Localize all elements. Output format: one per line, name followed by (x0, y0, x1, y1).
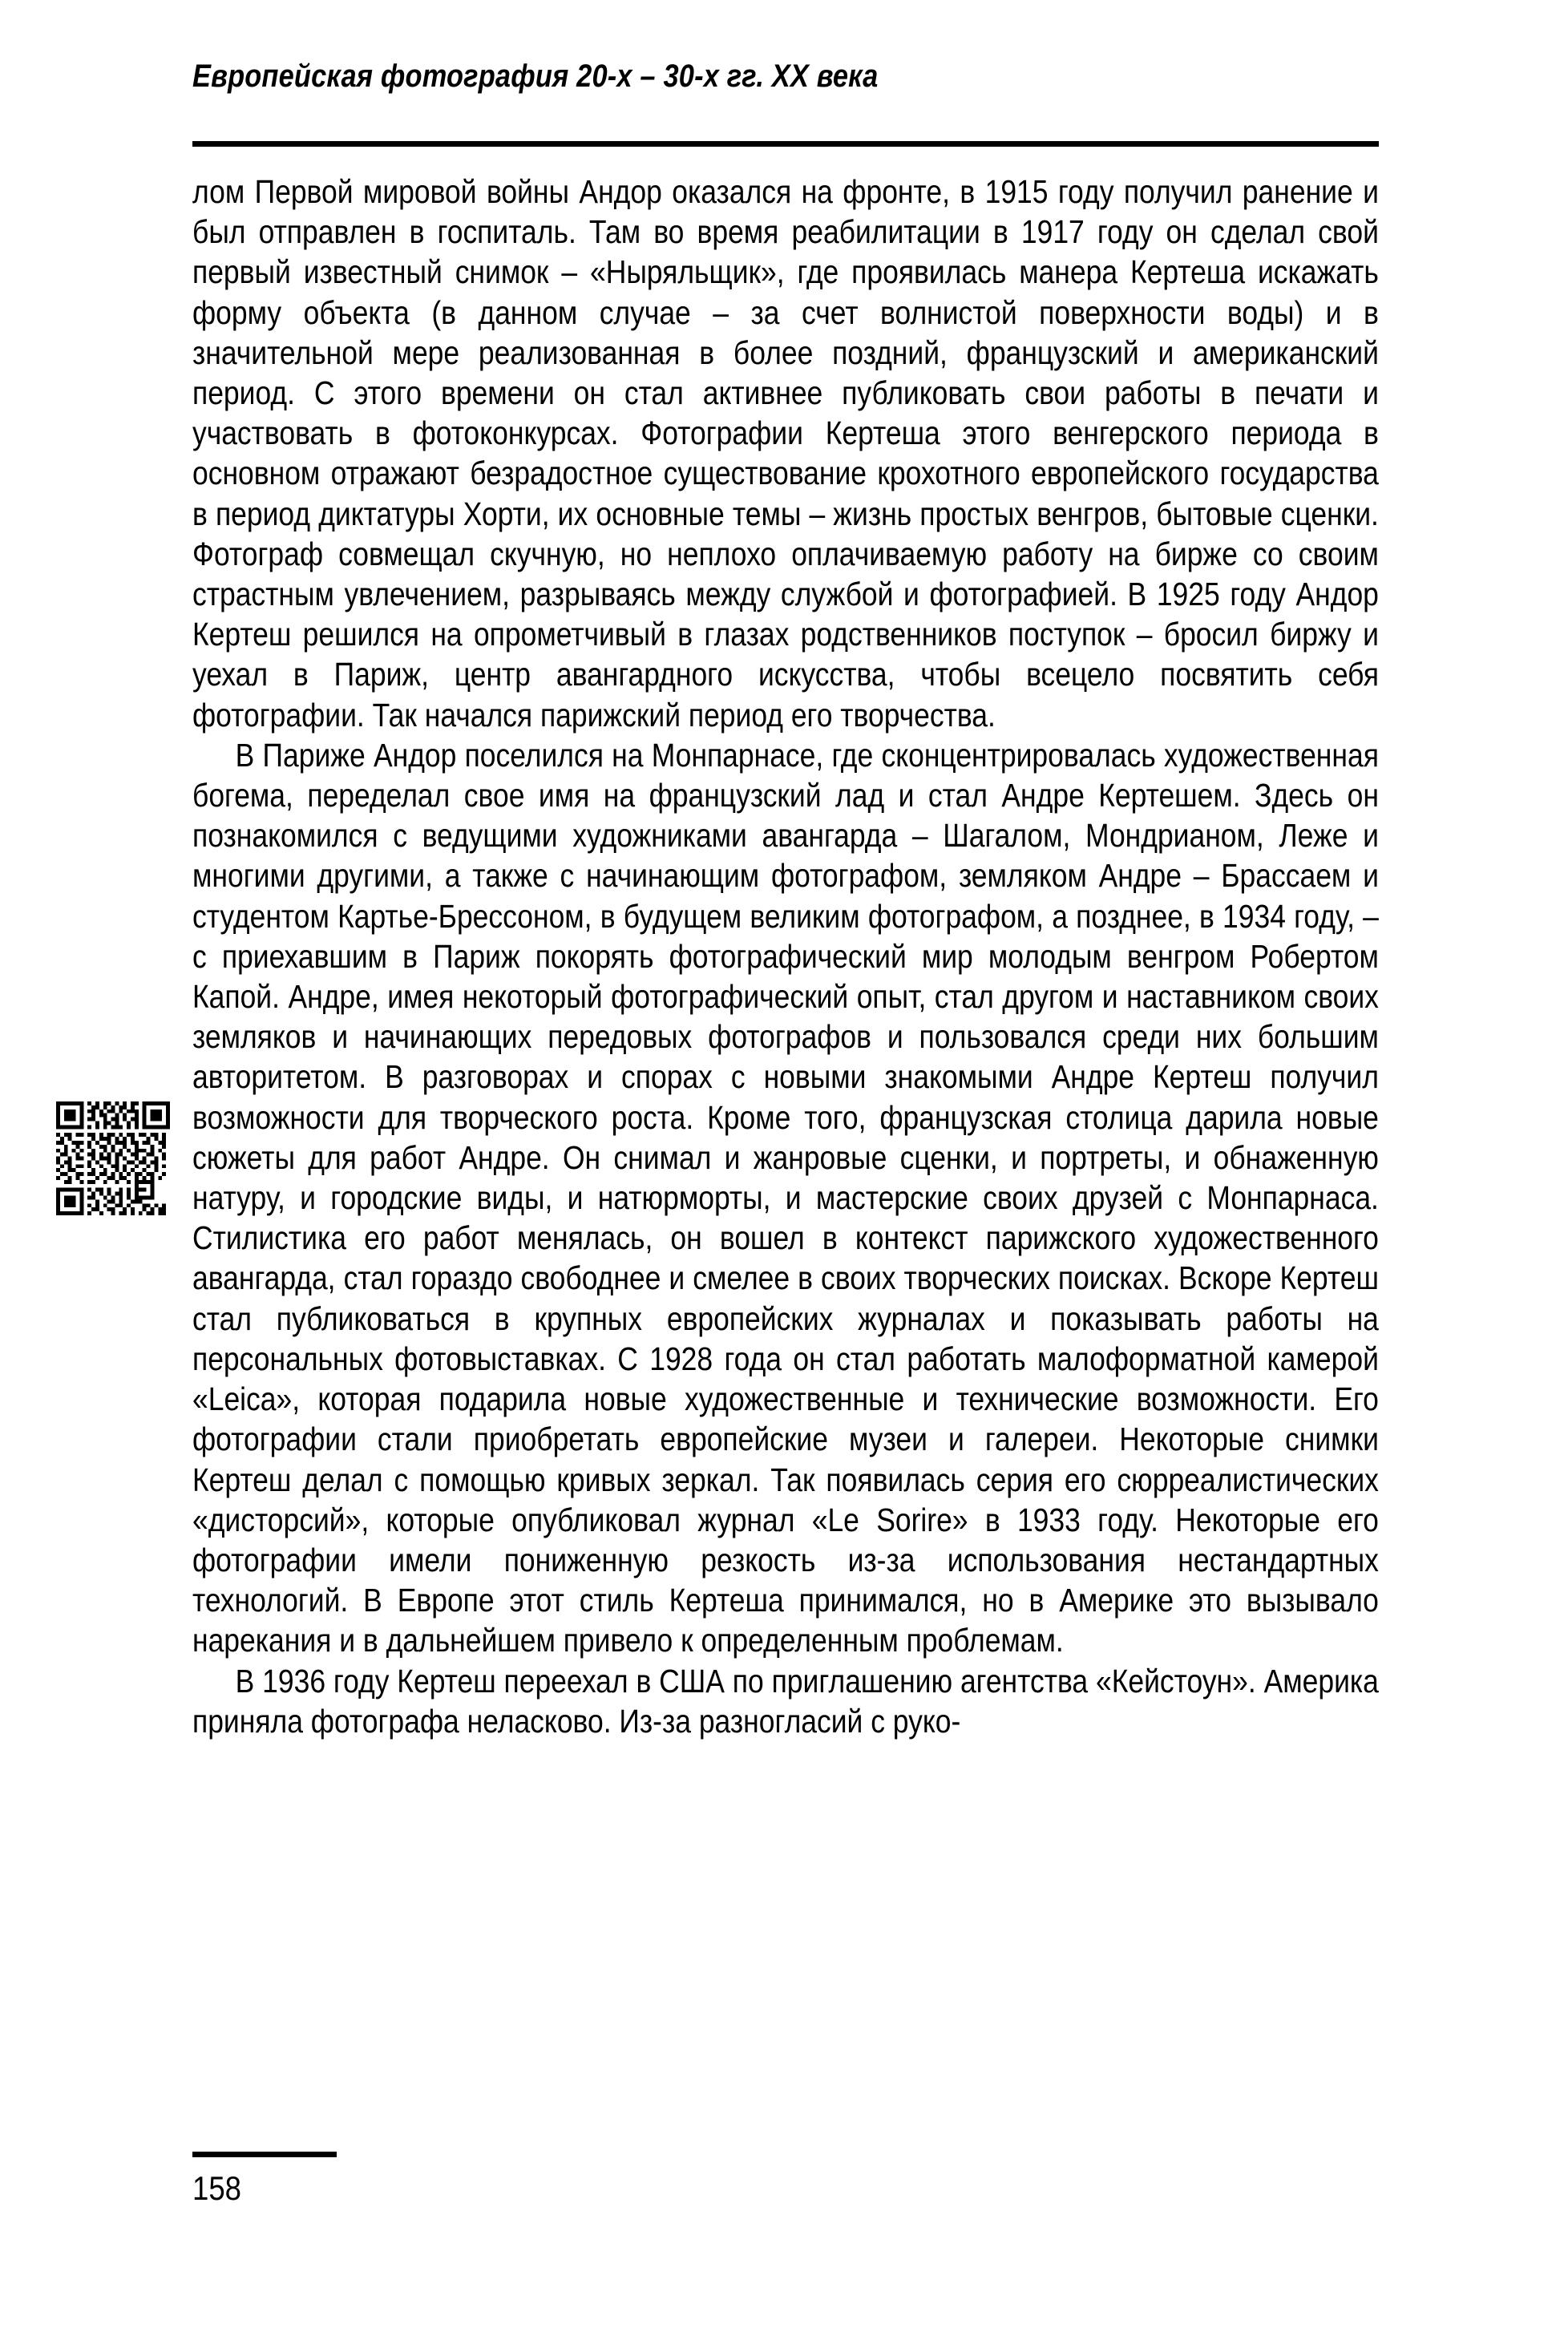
qr-code-icon[interactable] (56, 1101, 170, 1215)
qr-code-svg (56, 1101, 170, 1215)
body-paragraph: лом Первой мировой войны Андор оказался на фронте, в 1915 году получил ранение и был отправлен в госпиталь. Там во время реабилитации в 1917 году он сделал свой первый известный снимок – «Ныряльщик», где проявилась манера Кертеша искажать форму объекта (в данном случае – за счет волнистой поверхности воды) и в значительной мере реализованная в более поздний, французский и американский период. С этого времени он стал активнее публиковать свои работы в печати и участвовать в фотоконкурсах. Фотографии Кертеша этого венгерского периода в основном отражают безрадостное существование крохотного европейского государства в период диктатуры Хорти, их основные темы – жизнь простых венгров, бытовые сценки. Фотограф совмещал скучную, но неплохо оплачиваемую работу на бирже со своим страстным увлечением, разрываясь между службой и фотографией. В 1925 году Андор Кертеш решился на опрометчивый в глазах родственников поступок – бросил биржу и уехал в Париж, центр авангардного искусства, чтобы всецело посвятить себя фотографии. Так начался парижский период его творчества. (192, 173, 1379, 734)
body-paragraph: В Париже Андор поселился на Монпарнасе, где сконцентрировалась художественная богема, переделал свое имя на французский лад и стал Андре Кертешем. Здесь он познакомился с ведущими художниками авангарда – Шагалом, Мондрианом, Леже и многими другими, а также с начинающим фотографом, земляком Андре – Брассаем и студентом Картье-Брессоном, в будущем великим фотографом, а позднее, в 1934 году, – с приехавшим в Париж покорять фотографический мир молодым венгром Робертом Капой. Андре, имея некоторый фотографический опыт, стал другом и наставником своих земляков и начинающих передовых фотографов и пользовался среди них большим авторитетом. В разговорах и спорах с новыми знакомыми Андре Кертеш получил возможности для творческого роста. Кроме того, французская столица дарила новые сюжеты для работ Андре. Он снимал и жанровые сценки, и портреты, и обнаженную натуру, и городские виды, и натюрморты, и мастерские своих друзей с Монпарнаса. Стилистика его работ менялась, он вошел в контекст парижского художественного авангарда, стал гораздо свободнее и смелее в своих творческих поисках. Вскоре Кертеш стал публиковаться в крупных европейских журналах и показывать работы на персональных фотовыставках. С 1928 года он стал работать малоформатной камерой «Leica», которая подарила новые художественные и технические возможности. Его фотографии стали приобретать европейские музеи и галереи. Некоторые снимки Кертеш делал с помощью кривых зеркал. Так появилась серия его сюрреалистических «дисторсий», которые опубликовал журнал «Le Sorire» в 1933 году. Некоторые его фотографии имели пониженную резкость из-за использования нестандартных технологий. В Европе этот стиль Кертеша принимался, но в Америке это вызывало нарекания и в дальнейшем привело к определенным проблемам. (192, 736, 1379, 1659)
header-rule (192, 141, 1379, 147)
footer-rule (192, 2152, 337, 2157)
running-head: Европейская фотография 20-х – 30-х гг. XX века (192, 59, 879, 94)
page-number: 158 (192, 2169, 241, 2207)
body-paragraph: В 1936 году Кертеш переехал в США по приглашению агентства «Кейстоун». Америка приняла фотографа неласково. Из-за разногласий с руко- (192, 1662, 1379, 1740)
text-column (192, 172, 1379, 1741)
